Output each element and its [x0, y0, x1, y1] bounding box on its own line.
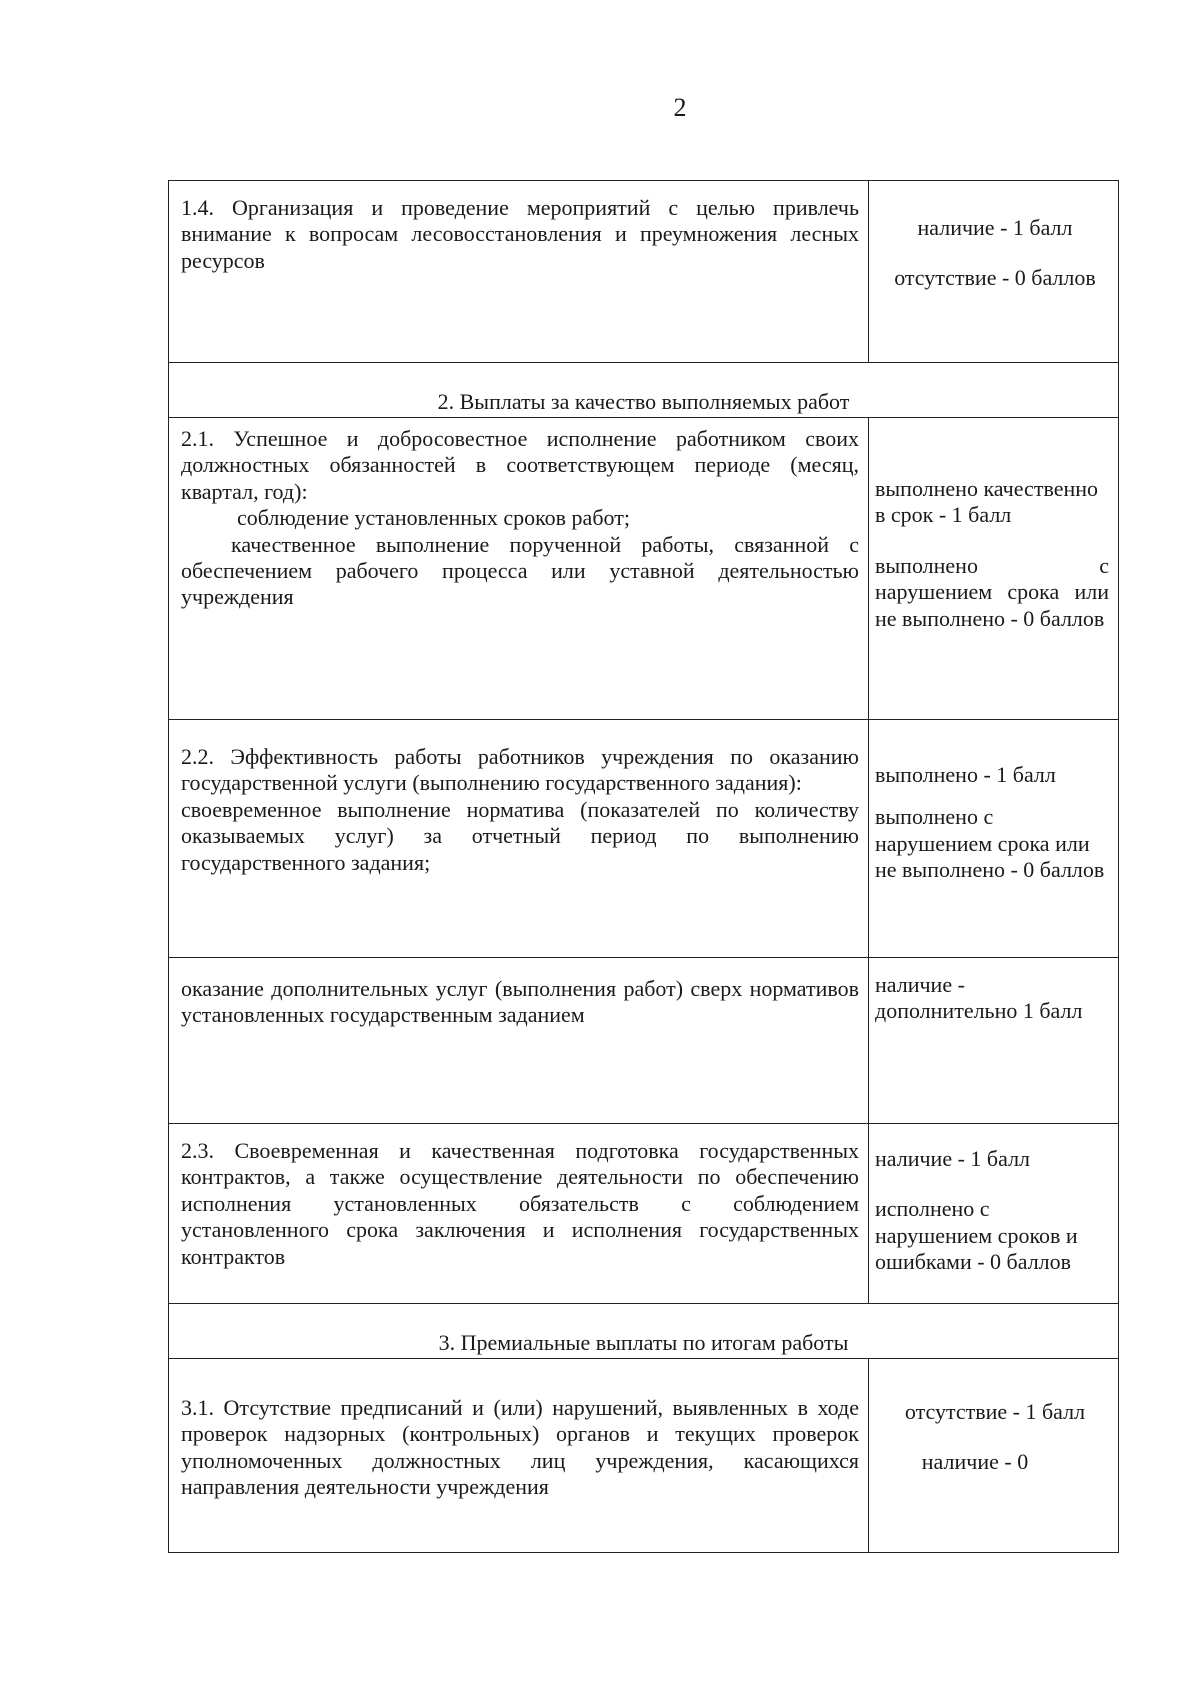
- criterion-2-2-text: 2.2. Эффективность работы работников учреждения по оказанию государственной услуги (выполнению государственного задания):: [181, 744, 859, 796]
- table-row-2-2: [169, 720, 1119, 958]
- criterion-cell: [169, 1124, 869, 1304]
- score-2-2-done: выполнено - 1 балл: [875, 762, 1056, 787]
- section-row-3: [169, 1304, 1119, 1359]
- score-3-1-absent: отсутствие - 1 балл: [904, 1399, 1086, 1424]
- table-row-2-3: [169, 1124, 1119, 1304]
- score-2-3-violated: исполнено с нарушением сроков и ошибками - 0 баллов: [875, 1196, 1078, 1275]
- criterion-cell: [169, 418, 869, 720]
- table-row-3-1: [169, 1359, 1119, 1553]
- criterion-2-1-text: 2.1. Успешное и добросовестное исполнение работником своих должностных обязанностей в соответствующем периоде (месяц, квартал, год):: [181, 426, 859, 504]
- score-2-1-violated: выполнено с нарушением срока или не выполнено - 0 баллов: [875, 552, 1109, 631]
- section-3-title: 3. Премиальные выплаты по итогам работы: [438, 1329, 849, 1355]
- criterion-2-3-text: 2.3. Своевременная и качественная подготовка государственных контрактов, а также осуществление деятельности по обеспечению исполнения установленных обязательств с соблюдением установленного срока заключения и исполнения государственных контрактов: [181, 1138, 859, 1269]
- table-row-2-2-extra: [169, 958, 1119, 1124]
- criterion-cell: [169, 958, 869, 1124]
- score-cell: [869, 418, 1119, 720]
- score-2-1-done: выполнено качественно в срок - 1 балл: [875, 476, 1099, 528]
- score-cell: [869, 181, 1119, 363]
- section-row-2: [169, 363, 1119, 418]
- table-row-2-1: [169, 418, 1119, 720]
- page-number: 2: [673, 93, 687, 122]
- score-2-3-present: наличие - 1 балл: [875, 1146, 1031, 1171]
- section-cell: [169, 363, 1119, 418]
- score-cell: [869, 720, 1119, 958]
- criterion-2-2-item-extra: оказание дополнительных услуг (выполнения работ) сверх нормативов установленных государственным заданием: [181, 976, 859, 1028]
- criterion-2-1-item-deadlines: соблюдение установленных сроков работ;: [237, 505, 630, 531]
- section-cell: [169, 1304, 1119, 1359]
- section-2-title: 2. Выплаты за качество выполняемых работ: [437, 388, 850, 414]
- criterion-3-1-text: 3.1. Отсутствие предписаний и (или) нарушений, выявленных в ходе проверок надзорных (контрольных) органов и текущих проверок уполномоченных должностных лиц учреждения, касающихся направления деятельности учреждения: [181, 1395, 859, 1500]
- criterion-cell: [169, 1359, 869, 1553]
- score-3-1-present: наличие - 0: [921, 1449, 1029, 1475]
- table-row-1-4: [169, 181, 1119, 363]
- score-cell: [869, 958, 1119, 1124]
- score-2-2-extra: наличие - дополнительно 1 балл: [875, 972, 1083, 1024]
- criterion-cell: [169, 181, 869, 363]
- criterion-1-4-text: 1.4. Организация и проведение мероприятий с целью привлечь внимание к вопросам лесовосстановления и преумножения лесных ресурсов: [181, 195, 859, 273]
- score-2-2-violated: выполнено с нарушением срока или не выполнено - 0 баллов: [875, 804, 1105, 883]
- score-cell: [869, 1124, 1119, 1304]
- score-cell: [869, 1359, 1119, 1553]
- criterion-2-1-item-quality: качественное выполнение порученной работы, связанной с обеспечением рабочего процесса или уставной деятельностью учреждения: [181, 531, 859, 610]
- criterion-2-2-item-timely: своевременное выполнение норматива (показателей по количеству оказываемых услуг) за отчетный период по выполнению государственного задания;: [181, 796, 859, 875]
- criteria-table: [168, 180, 1119, 1553]
- score-1-4-absent: отсутствие - 0 баллов: [894, 265, 1096, 291]
- score-1-4-present: наличие - 1 балл: [917, 215, 1073, 240]
- criterion-cell: [169, 720, 869, 958]
